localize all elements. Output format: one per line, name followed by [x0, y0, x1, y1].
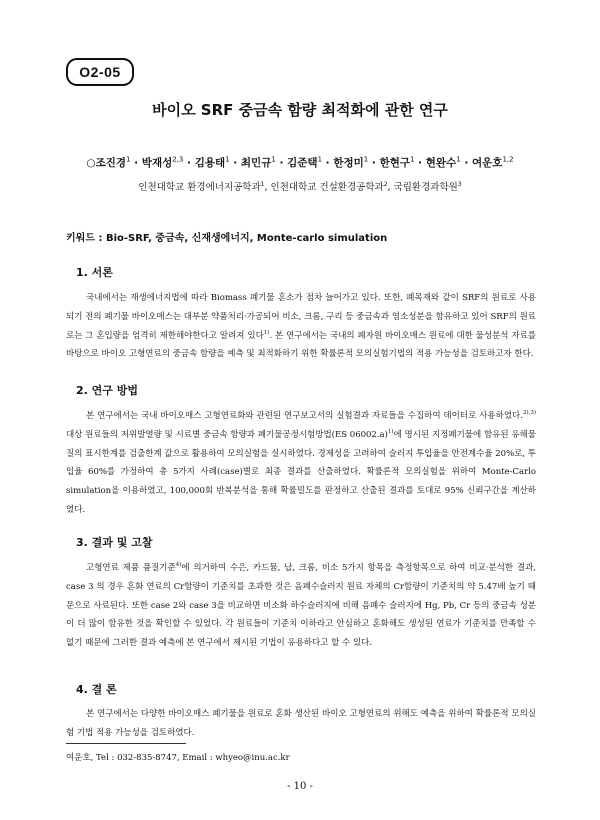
paragraph-text: 국내에서는 재생에너지법에 따라 Biomass 폐기물 혼소가 점차 늘어가고 있다. 또한, 폐목재와 같이 SRF의 원료로 사용되기 전의 폐기물 바이오매스는 대부분 약품처리·가공되어 비소, 크롬, 구리 등 중금속과 염소성분을 함유하고 있어 SRF의 원료로는 그 혼입량을 엄격히 제한해야한다고 알려져 있다: [66, 293, 536, 341]
paragraph-text: 본 연구에서는 국내 바이오매스 고형연료화와 관련된 연구보고서의 실험결과 자료들을 수집하여 데이터로 사용하였다.: [86, 411, 523, 421]
section-heading-methods: 2. 연구 방법: [76, 384, 138, 397]
author-name: ○조진경: [86, 157, 127, 169]
section-paragraph-conclusion: [66, 705, 536, 743]
affiliation-mark: 3: [457, 180, 462, 188]
section-heading-conclusion: 4. 결 론: [76, 683, 117, 696]
affiliation-mark: 2: [383, 180, 388, 188]
keywords: 키워드 : Bio-SRF, 중금속, 신재생에너지, Monte-carlo simulation: [66, 233, 388, 244]
author-name: 현완수: [425, 157, 457, 169]
section-paragraph-results: [66, 559, 536, 653]
author-affiliation-mark: 1: [225, 155, 230, 164]
author-name: 최민규: [240, 157, 272, 169]
author-name: 여운호: [472, 157, 503, 169]
citation-mark: 1): [263, 329, 270, 336]
author-affiliation-mark: 1: [317, 155, 323, 164]
author-affiliation-mark: 1: [410, 155, 415, 164]
footnote-divider: [66, 743, 186, 744]
citation-mark: 4): [175, 562, 182, 569]
paragraph-text: 에 의거하여 수은, 카드뮴, 납, 크롬, 비소 5가지 항목을 측정항목으로 하여 비교·분석한 결과, case 3 의 경우 혼화 연료의 Cr함량이 기준치를 초과한 것은 음폐수슬러지 원료 자체의 Cr함량이 기준치의 약 5.47배 높기 때문으로 사료된다. 또한 case 2와 case 3을 비교하면 비소화 하수슬러지에 비해 음폐수 슬러지에 Hg, Pb, Cr 등의 중금속 성분이 더 많이 함유한 것을 확인할 수 있었다. 각 원료들이 기준치 이하라고 안심하고 혼화해도 생성된 연료가 기준치를 만족할 수 없기 때문에 그러한 결과 예측에 본 연구에서 제시된 기법이 유용하다고 할 수 있다.: [66, 563, 536, 649]
section-paragraph-introduction: [66, 289, 536, 364]
affiliation-name: 인천대학교 건설환경공학과: [270, 182, 384, 193]
section-heading-introduction: 1. 서론: [76, 266, 113, 279]
affiliation-name: 국립환경과학원: [393, 182, 458, 193]
page-number: - 10 -: [287, 781, 313, 792]
author-name: 한현구: [379, 157, 410, 169]
author-affiliation-mark: 1: [271, 155, 276, 164]
citation-mark: 2),3): [522, 410, 536, 417]
author-name: 박재성: [141, 157, 173, 169]
author-affiliation-mark: 2,3: [172, 155, 184, 164]
author-separator: ·: [130, 157, 142, 169]
paper-title: 바이오 SRF 중금속 함량 최적화에 관한 연구: [152, 101, 448, 119]
author-separator: ·: [183, 157, 195, 169]
author-separator: ·: [275, 157, 288, 169]
section-heading-results: 3. 결과 및 고찰: [76, 536, 153, 549]
session-code-badge: O2-05: [66, 58, 134, 86]
author-separator: ·: [414, 157, 426, 169]
author-separator: ·: [229, 157, 241, 169]
author-separator: ·: [322, 157, 334, 169]
affiliation-mark: 1: [260, 180, 265, 188]
section-paragraph-methods: [66, 407, 536, 520]
author-affiliation-mark: 1,2: [502, 155, 514, 164]
citation-mark: 1): [387, 428, 394, 435]
corresponding-author-footnote: 여운호, Tel : 032-835-8747, Email : whyeo@inu.ac.kr: [66, 753, 290, 763]
paragraph-text: 에 명시된 지정폐기물에 함유된 유해물질의 표시한계를 검출한계 값으로 활용하여 모의실험을 실시하였다. 경제성을 고려하여 슬러지 투입율을 안전계수율 20%로, 투입율 60%를 가정하여 총 5가지 사례(case)별로 최종 결과를 산출하였다. 확률론적 모의실험을 위하여 Monte-Carlo simulation을 이용하였고, 100,000회 반복분석을 통해 확률밀도를 판정하고 산출된 결과를 토대로 95% 신뢰구간을 계산하였다.: [66, 429, 537, 515]
affiliation-name: 인천대학교 환경에너지공학과: [138, 182, 261, 193]
paragraph-text: . 본 연구에서는 국내의 폐자원 바이오매스 원료에 대한 물성분석 자료를 바탕으로 바이오 고형연료의 중금속 함량을 예측 및 최적화하기 위한 확률론적 모의실험기법의 적용 가능성을 검토하고자 한다.: [66, 330, 536, 360]
author-name: 김용태: [194, 157, 226, 169]
author-affiliation-mark: 1: [363, 155, 369, 164]
author-separator: ·: [460, 157, 472, 169]
author-name: 김준택: [287, 157, 318, 169]
author-affiliation-mark: 1: [126, 155, 131, 164]
author-separator: ·: [368, 157, 380, 169]
paragraph-text: 대상 원료들의 저위발열량 및 시료별 중금속 함량과 폐기물공정시험방법(ES 06002.a): [66, 429, 388, 440]
paragraph-text: 고형연료 제품 품질기준: [86, 563, 176, 573]
author-affiliation-mark: 1: [456, 155, 461, 164]
author-list: [0, 155, 600, 170]
paragraph-text: 본 연구에서는 다양한 바이오매스 폐기물을 원료로 혼화 생산된 바이오 고형연료의 위해도 예측을 위하여 확률론적 모의실험 기법 적용 가능성을 검토하였다.: [66, 709, 536, 738]
affiliation-list: 인천대학교 환경에너지공학과$^1$, 인천대학교 건설환경공학과$^2$, 국립환경과학원$^3$: [138, 180, 462, 193]
author-name: 한정미: [333, 157, 364, 169]
